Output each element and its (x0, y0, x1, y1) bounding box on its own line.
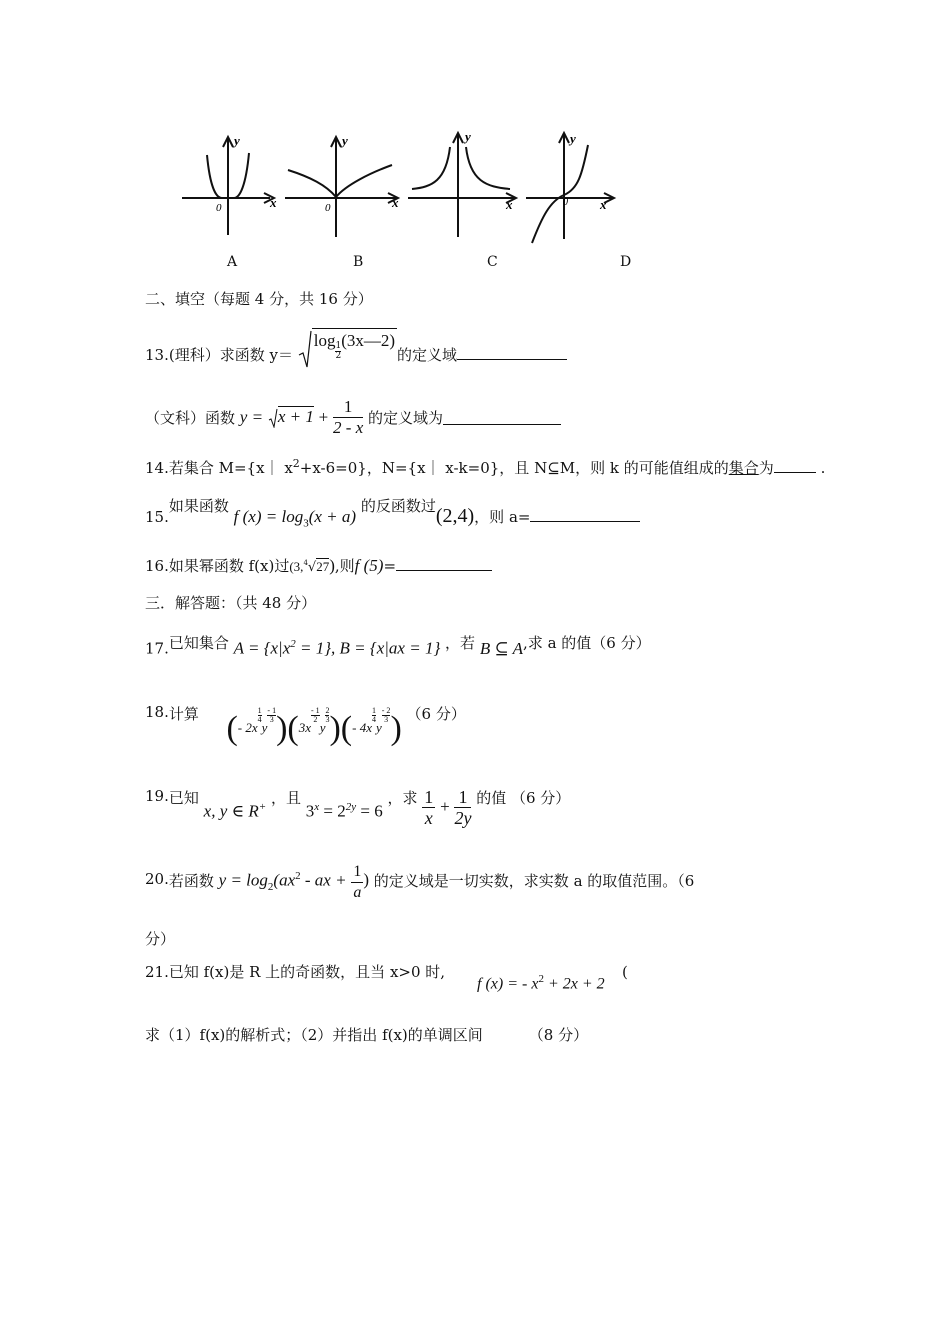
graph-label-b: B (353, 254, 364, 270)
q15-prefix: 如果函数 (168, 497, 229, 515)
q17-prefix: 已知集合 (168, 634, 229, 652)
q21-number: 21. (145, 963, 169, 981)
q13b-suffix: 的定义域为 (368, 409, 444, 427)
question-15 (145, 495, 640, 530)
q21-paren: ( (622, 963, 628, 981)
q15-formula: f $(x) = \log_3(x + a)$ (233, 507, 357, 530)
q13b-sqrt (268, 407, 314, 428)
q14-text-a: 若集合 M={x｜ x (168, 459, 293, 477)
graph-c-y-label: y (465, 129, 471, 144)
function-graphs (170, 125, 630, 285)
q19-suffix: 的值 （6 分） (476, 789, 571, 807)
question-20 (145, 862, 694, 906)
graph-c-x-label: x (506, 197, 513, 212)
q18-term1: - 2x $\frac{1}{4}$ y $\frac{- 1}{3}$ (237, 706, 277, 735)
q14-underlined: 集合 (728, 459, 759, 477)
q13b-frac-den: 2 - x (333, 418, 364, 437)
q13-suffix: 的定义域 (397, 346, 458, 364)
question-18 (145, 703, 466, 747)
graph-d-y-label: y (570, 131, 576, 146)
q13-number: 13. (145, 346, 169, 364)
q16-prefix: 如果幂函数 f(x)过 (168, 557, 290, 575)
q17-sup: 2 (290, 638, 296, 650)
sqrt-symbol (298, 329, 312, 369)
q13-answer-blank[interactable] (457, 345, 567, 360)
q19-middle: ，且 (270, 789, 301, 807)
q13b-frac-num: 1 (333, 397, 363, 418)
q15-middle: 的反函数过 (360, 497, 436, 515)
q19-ask: ，求 (387, 789, 418, 807)
q18-expression: (- 2x $\frac{1}{4}$ y $\frac{- 1}{3}$ )(3x $\frac{- 1}{2}$ y $\frac{2}{3}$ )(- 4x $\frac{1}{4}$ y $\frac{- 2}{3}$ ) (226, 706, 402, 748)
section2-heading: 二、填空（每题 4 分，共 16 分） (145, 290, 373, 308)
q16-suffix: = (383, 557, 397, 575)
graph-a-origin: 0 (216, 202, 222, 214)
q17-cond: B ⊆ A (479, 638, 524, 658)
q21-points: （8 分） (528, 1026, 589, 1044)
q16-point-b: ) (329, 556, 335, 575)
q21-line2: 求（1）f(x)的解析式；（2）并指出 f(x)的单调区间 （8 分） (145, 1026, 589, 1044)
q13b-answer-blank[interactable] (443, 410, 561, 425)
q21-formula: f (x) = - $x^2 + 2x + 2$ (477, 973, 605, 993)
q17-suffix: ,求 a 的值（6 分） (523, 634, 651, 652)
q17-number: 17. (145, 639, 169, 658)
q14-text-b: +x-6=0}，N={x｜ x-k=0}，且 N⊆M，则 k 的可能值组成的 (299, 459, 729, 477)
q17-formula: $A = \{x|x^2 = 1\}$, B = {x|ax = 1} (233, 638, 441, 658)
graph-c (408, 133, 516, 237)
q16-point-a: (3, (289, 559, 304, 574)
q20-arg-end: ) (363, 870, 370, 889)
q14-end: . (820, 459, 826, 477)
q14-number: 14. (145, 459, 169, 477)
graph-label-d: D (620, 254, 632, 270)
q13b-fraction (333, 397, 363, 438)
q13b-plus: + (318, 407, 329, 427)
q15-point: (2,4) (435, 505, 475, 527)
q16-root-index: 4 (303, 559, 308, 567)
question-19 (145, 787, 570, 835)
q19-equation: $3^x = 2^{2y} = 6$ (305, 801, 383, 821)
question-14 (145, 457, 825, 478)
q20-wrap: 分） (145, 930, 176, 948)
q13-log: log (313, 330, 336, 350)
graph-a-y-label: y (234, 133, 240, 148)
q16-f5: f (5) (354, 556, 384, 575)
q15-number: 15. (145, 508, 169, 526)
graph-a-x-label: x (270, 195, 277, 210)
q14-answer-blank[interactable] (774, 458, 816, 473)
q18-prefix: 计算 (168, 705, 199, 723)
q14-sup: 2 (292, 457, 300, 470)
graph-a (182, 137, 274, 235)
q16-root-content: 27 (316, 559, 330, 574)
q19-plus: + (440, 797, 450, 816)
question-13b (145, 397, 561, 443)
section3-heading: 三．解答题：（共 48 分） (145, 594, 317, 612)
q21-prefix: 已知 f(x)是 R 上的奇函数，且当 x>0 时, (168, 963, 446, 981)
q13-prefix: (理科）求函数 y＝ (168, 346, 293, 364)
q18-term2: 3x $\frac{- 1}{2}$ y $\frac{2}{3}$ (298, 706, 330, 735)
q18-suffix: （6 分） (406, 705, 466, 723)
q20-prefix: 若函数 (168, 872, 214, 890)
graph-b-origin: 0 (325, 202, 331, 214)
q15-base: 3 (303, 517, 309, 530)
graph-b (285, 137, 398, 237)
question-17 (145, 632, 651, 659)
q19-frac1: $\frac{1}{x}$ (424, 787, 434, 828)
q14-text-c: 为 (758, 459, 774, 477)
q18-term3: - 4x $\frac{1}{4}$ y $\frac{- 2}{3}$ (352, 706, 391, 735)
graph-d-origin: 0 (563, 197, 568, 208)
q20-frac: $\frac{1}{a}$ (353, 863, 362, 901)
q20-formula: $y = \log_2(ax^2$ - ax + (218, 870, 347, 894)
question-16: 16.如果幂函数 f(x)过(3,$^4$√27),则f (5)= (145, 555, 492, 576)
q13-sqrt (298, 329, 397, 369)
q13b-prefix: （文科）函数 (145, 409, 236, 427)
q16-answer-blank[interactable] (396, 556, 492, 571)
q17-middle: ，若 (445, 634, 476, 652)
q18-number: 18. (145, 703, 169, 721)
q19-prefix: 已知 (168, 789, 199, 807)
q19-cond: x, y ∈ R+ (203, 801, 267, 821)
graph-b-x-label: x (392, 195, 399, 210)
q13-base-num: 1 (335, 340, 342, 351)
q15-answer-blank[interactable] (530, 507, 640, 522)
q20-number: 20. (145, 870, 169, 888)
q19-frac2: $\frac{1}{2y}$ (454, 787, 472, 828)
graph-label-c: C (487, 254, 498, 270)
q19-number: 19. (145, 787, 169, 805)
question-13 (145, 330, 567, 393)
graph-b-y-label: y (342, 133, 348, 148)
q16-middle: ,则 (334, 557, 355, 575)
q13b-sqrt-content: x + 1 (277, 407, 314, 426)
graph-d-x-label: x (600, 197, 607, 212)
sqrt-symbol (268, 408, 278, 428)
graph-label-a: A (227, 254, 238, 270)
graph-d (526, 133, 614, 243)
q13-arg: (3x—2) (341, 330, 396, 350)
q13b-y-eq: y = (239, 407, 264, 427)
q16-number: 16. (145, 557, 169, 575)
q15-suffix: ，则 a= (474, 508, 531, 526)
q13-base-den: 2 (335, 350, 342, 361)
question-21 (145, 961, 445, 982)
q20-suffix: 的定义域是一切实数，求实数 a 的取值范围。（6 (373, 872, 695, 890)
